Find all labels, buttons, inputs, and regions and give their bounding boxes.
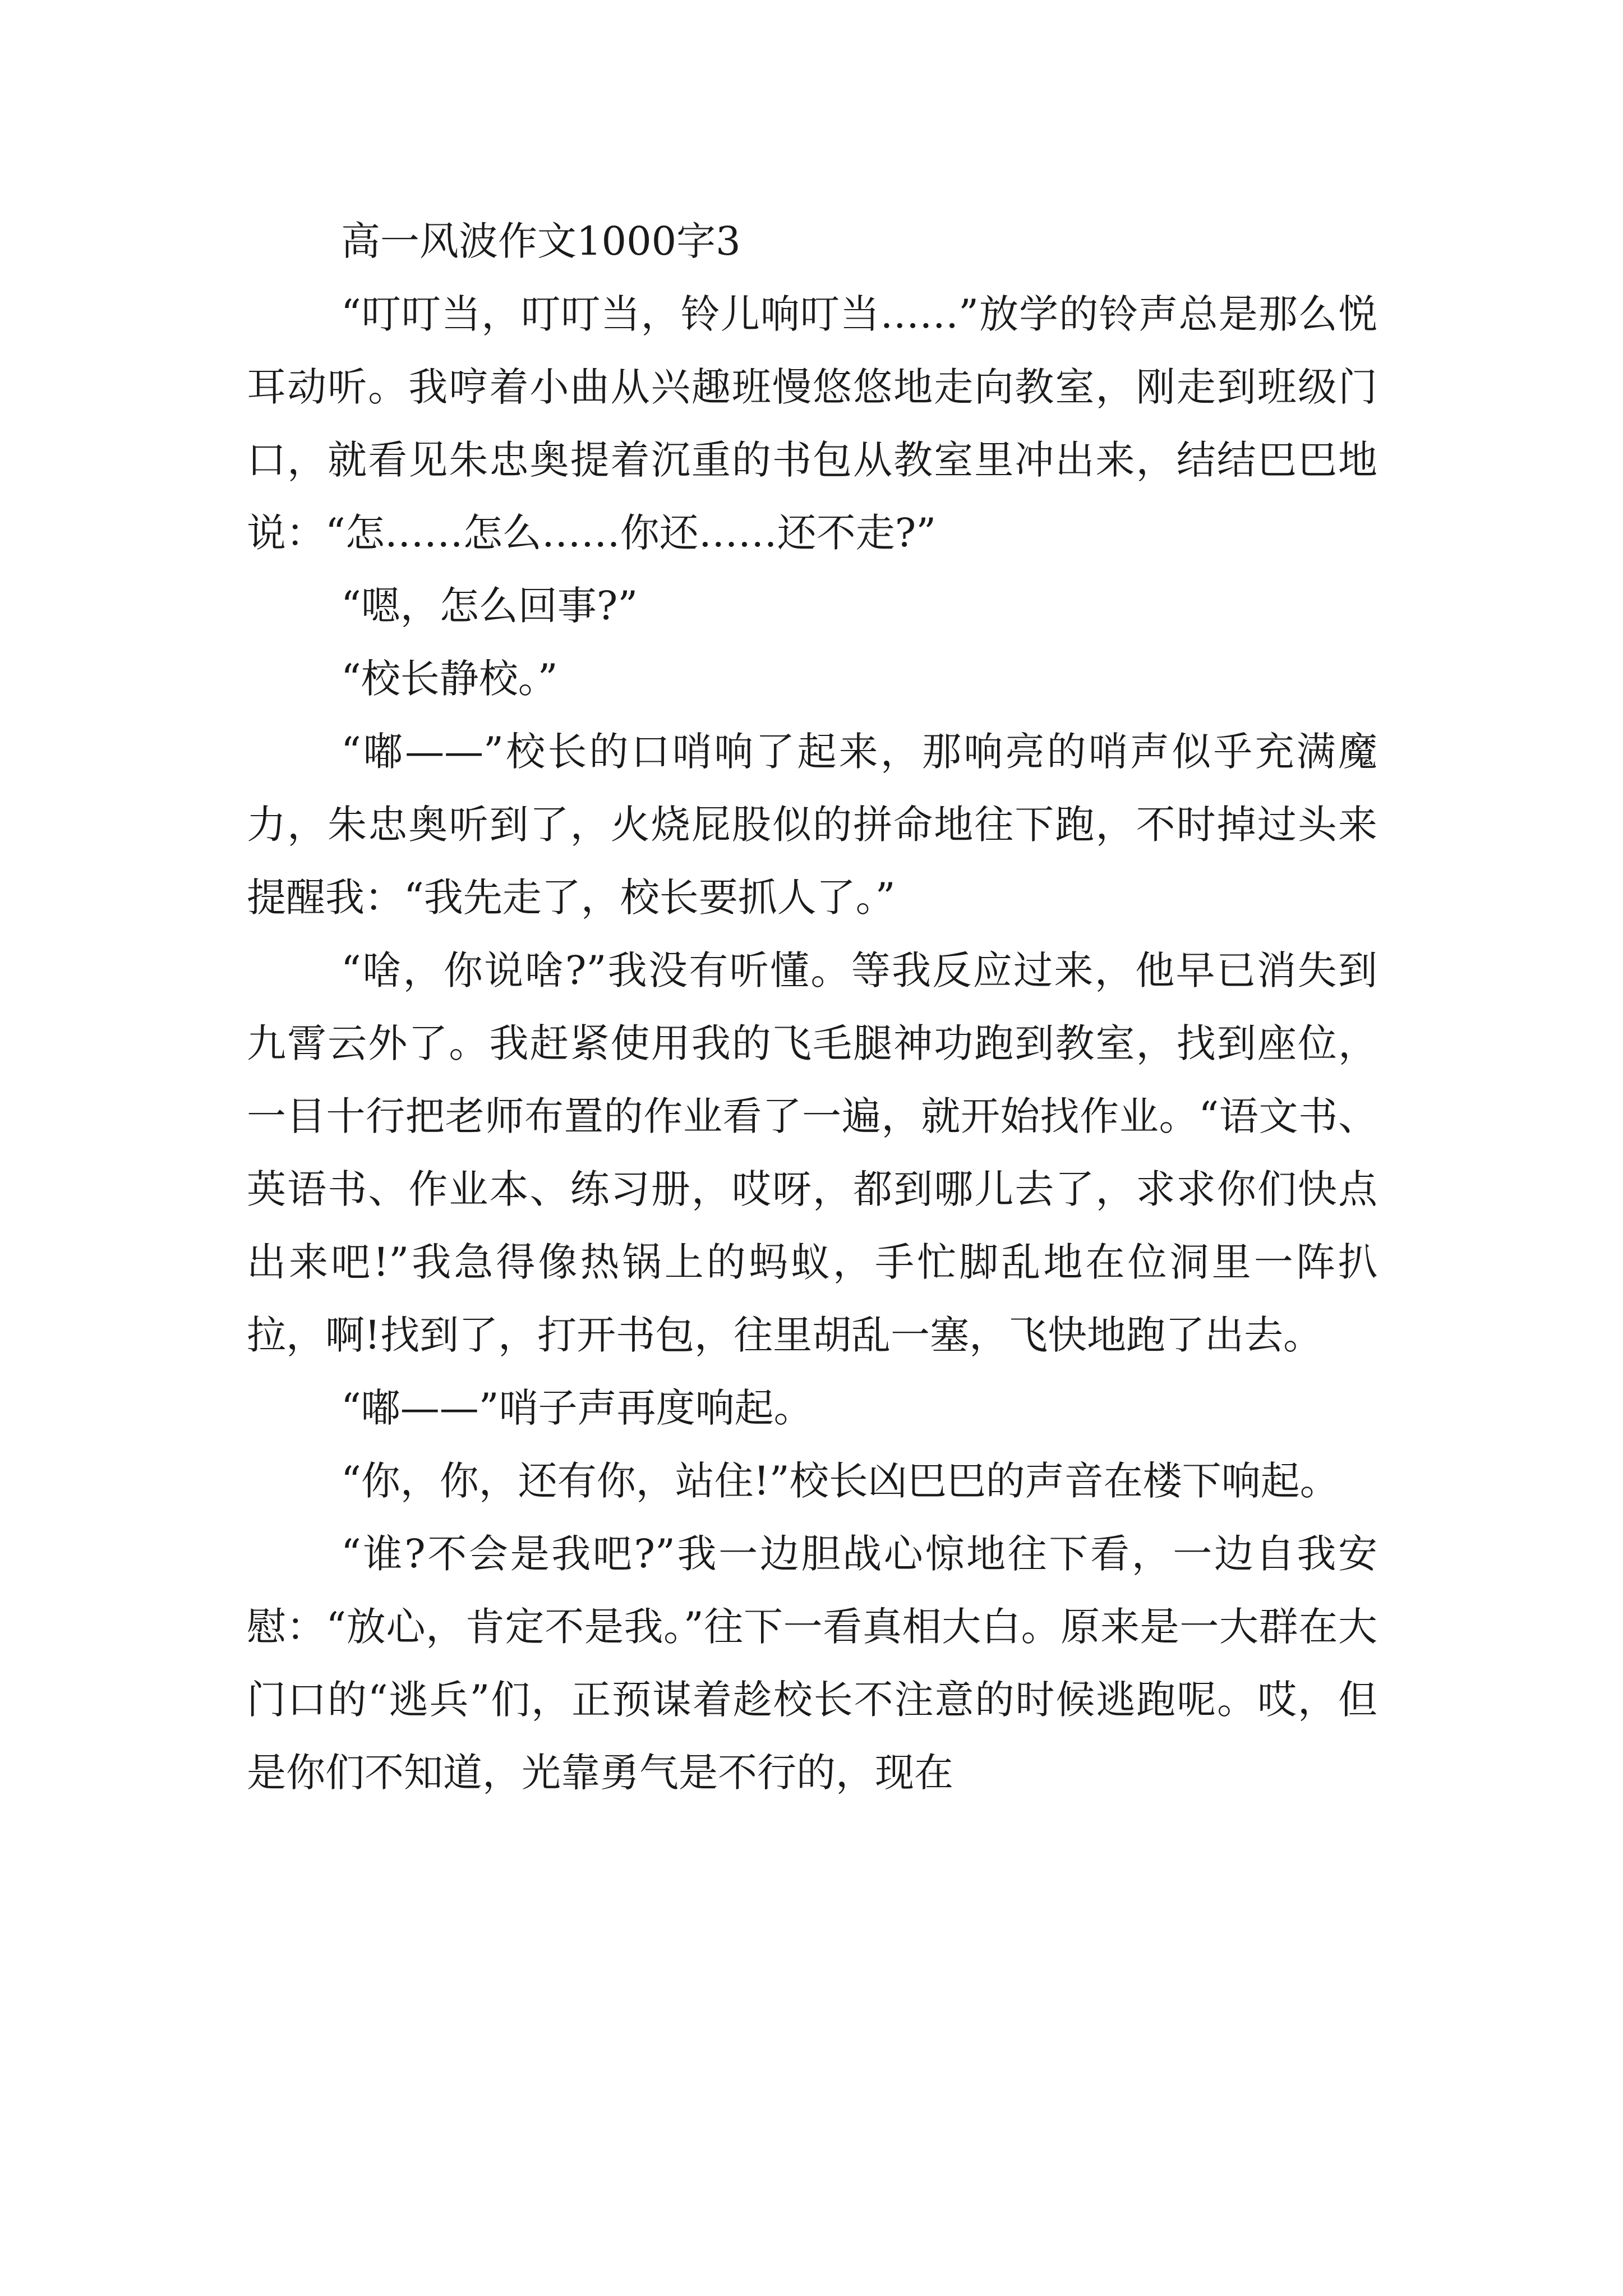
paragraph: “校长静校。” (341, 656, 558, 702)
paragraph: “嘟——”哨子声再度响起。 (341, 1385, 813, 1431)
paragraph: “谁?不会是我吧?”我一边胆战心惊地往下看，一边自我安慰：“放心，肯定不是我。”往下一看真相大白。原来是一大群在大门口的“逃兵”们，正预谋着趁校长不注意的时候逃跑呢。哎，但是你们不知道，光靠勇气是不行的，现在 (247, 1531, 1377, 1796)
paragraph: “嘟——”校长的口哨响了起来，那响亮的哨声似乎充满魔力，朱忠奥听到了，火烧屁股似的拼命地往下跑，不时掉过头来提醒我：“我先走了，校长要抓人了。” (247, 729, 1377, 921)
paragraph: “嗯，怎么回事?” (341, 583, 638, 629)
paragraph: “啥，你说啥?”我没有听懂。等我反应过来，他早已消失到九霄云外了。我赶紧使用我的飞毛腿神功跑到教室，找到座位，一目十行把老师布置的作业看了一遍，就开始找作业。“语文书、英语书、作业本、练习册，哎呀，都到哪儿去了，求求你们快点出来吧!”我急得像热锅上的蚂蚁，手忙脚乱地在位洞里一阵扒拉，啊!找到了，打开书包，往里胡乱一塞，飞快地跑了出去。 (247, 947, 1377, 1358)
document-body (247, 205, 1377, 1809)
paragraph: “叮叮当，叮叮当，铃儿响叮当……”放学的铃声总是那么悦耳动听。我哼着小曲从兴趣班慢悠悠地走向教室，刚走到班级门口，就看见朱忠奥提着沉重的书包从教室里冲出来，结结巴巴地说：“怎……怎么……你还……还不走?” (247, 291, 1377, 556)
paragraph: “你，你，还有你，站住!”校长凶巴巴的声音在楼下响起。 (341, 1458, 1339, 1504)
document-title: 高一风波作文1000字3 (341, 218, 741, 264)
